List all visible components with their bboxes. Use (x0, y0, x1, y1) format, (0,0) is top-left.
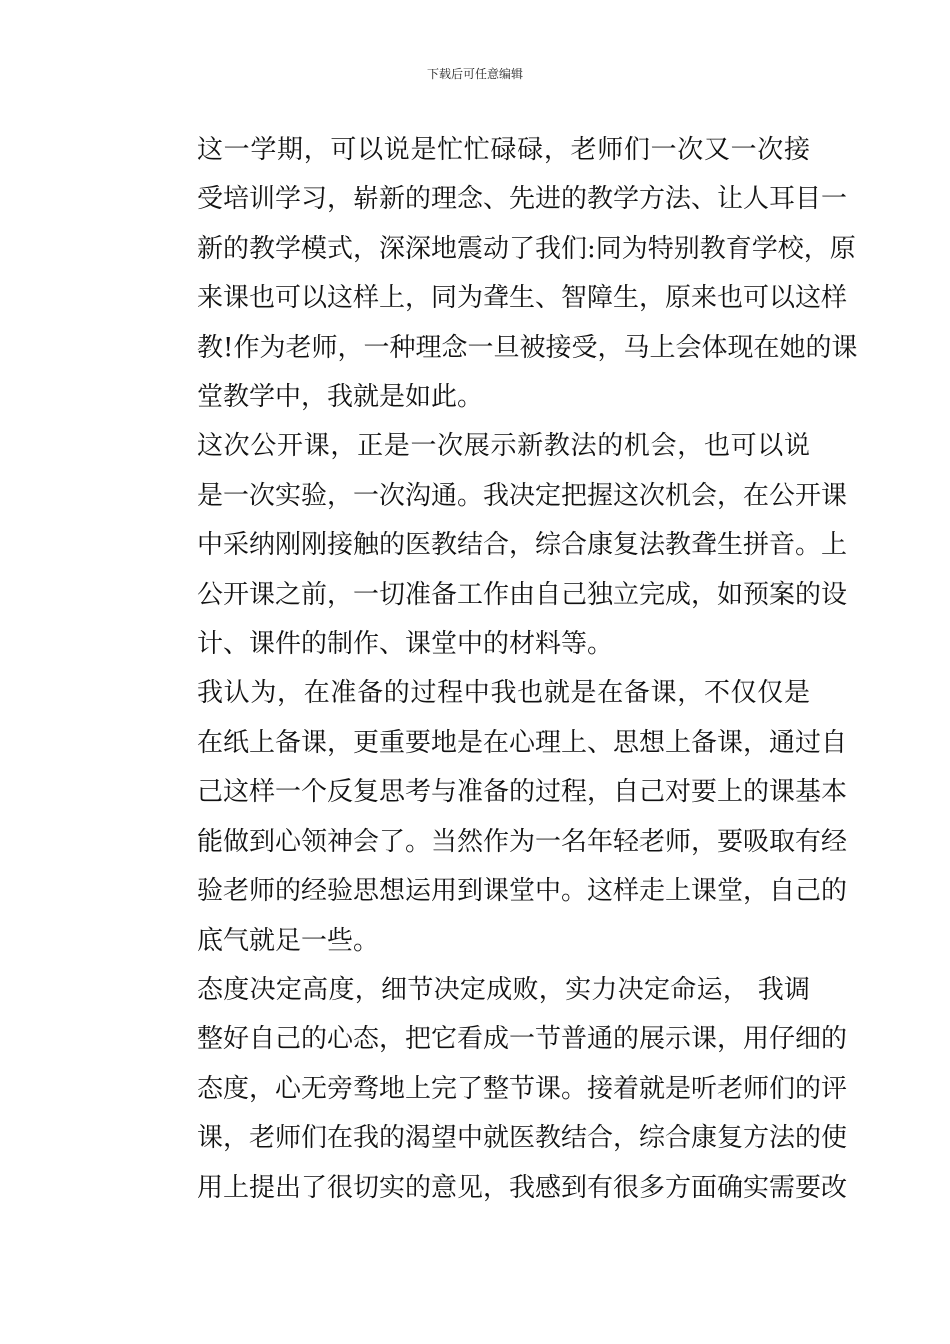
text-line: 底气就足一些。 (197, 925, 380, 956)
text-line: 我认为，在准备的过程中我也就是在备课，不仅仅是 (197, 678, 810, 709)
text-line: 新的教学模式，深深地震动了我们:同为特别教育学校，原 (197, 233, 856, 264)
paragraph-4 (145, 966, 848, 1213)
text-line: 堂教学中，我就是如此。 (197, 382, 484, 413)
text-line: 教!作为老师，一种理念一旦被接受，马上会体现在她的课 (197, 332, 858, 363)
text-line: 在纸上备课，更重要地是在心理上、思想上备课，通过自 (197, 727, 848, 758)
text-line: 这次公开课，正是一次展示新教法的机会，也可以说 (197, 431, 810, 462)
text-line: 来课也可以这样上，同为聋生、智障生，原来也可以这样 (197, 283, 848, 314)
text-line: 验老师的经验思想运用到课堂中。这样走上课堂，自己的 (197, 876, 848, 907)
text-line: 态度，心无旁骛地上完了整节课。接着就是听老师们的评 (197, 1073, 848, 1104)
text-line: 计、课件的制作、课堂中的材料等。 (197, 629, 614, 660)
text-line: 课，老师们在我的渴望中就医教结合，综合康复方法的使 (197, 1123, 848, 1154)
text-line: 公开课之前，一切准备工作由自己独立完成，如预案的设 (197, 579, 848, 610)
paragraph-1 (145, 126, 858, 422)
text-line: 能做到心领神会了。当然作为一名年轻老师，要吸取有经 (197, 826, 848, 857)
page-header: 下载后可任意编辑 (426, 67, 523, 81)
text-line: 这一学期，可以说是忙忙碌碌，老师们一次又一次接 (197, 135, 810, 165)
text-line: 己这样一个反复思考与准备的过程，自己对要上的课基本 (197, 777, 848, 808)
text-line: 受培训学习，崭新的理念、先进的教学方法、让人耳目一 (197, 184, 848, 215)
text-line: 中采纳刚刚接触的医教结合，综合康复法教聋生拼音。上 (197, 530, 848, 561)
document-body (145, 126, 858, 1213)
text-line: 整好自己的心态，把它看成一节普通的展示课，用仔细的 (197, 1024, 848, 1055)
paragraph-3 (145, 669, 848, 965)
text-line: 是一次实验，一次沟通。我决定把握这次机会，在公开课 (197, 480, 848, 511)
text-line: 态度决定高度，细节决定成败，实力决定命运， 我调 (197, 974, 810, 1005)
paragraph-2 (145, 422, 848, 669)
text-line: 用上提出了很切实的意见，我感到有很多方面确实需要改 (197, 1172, 848, 1203)
